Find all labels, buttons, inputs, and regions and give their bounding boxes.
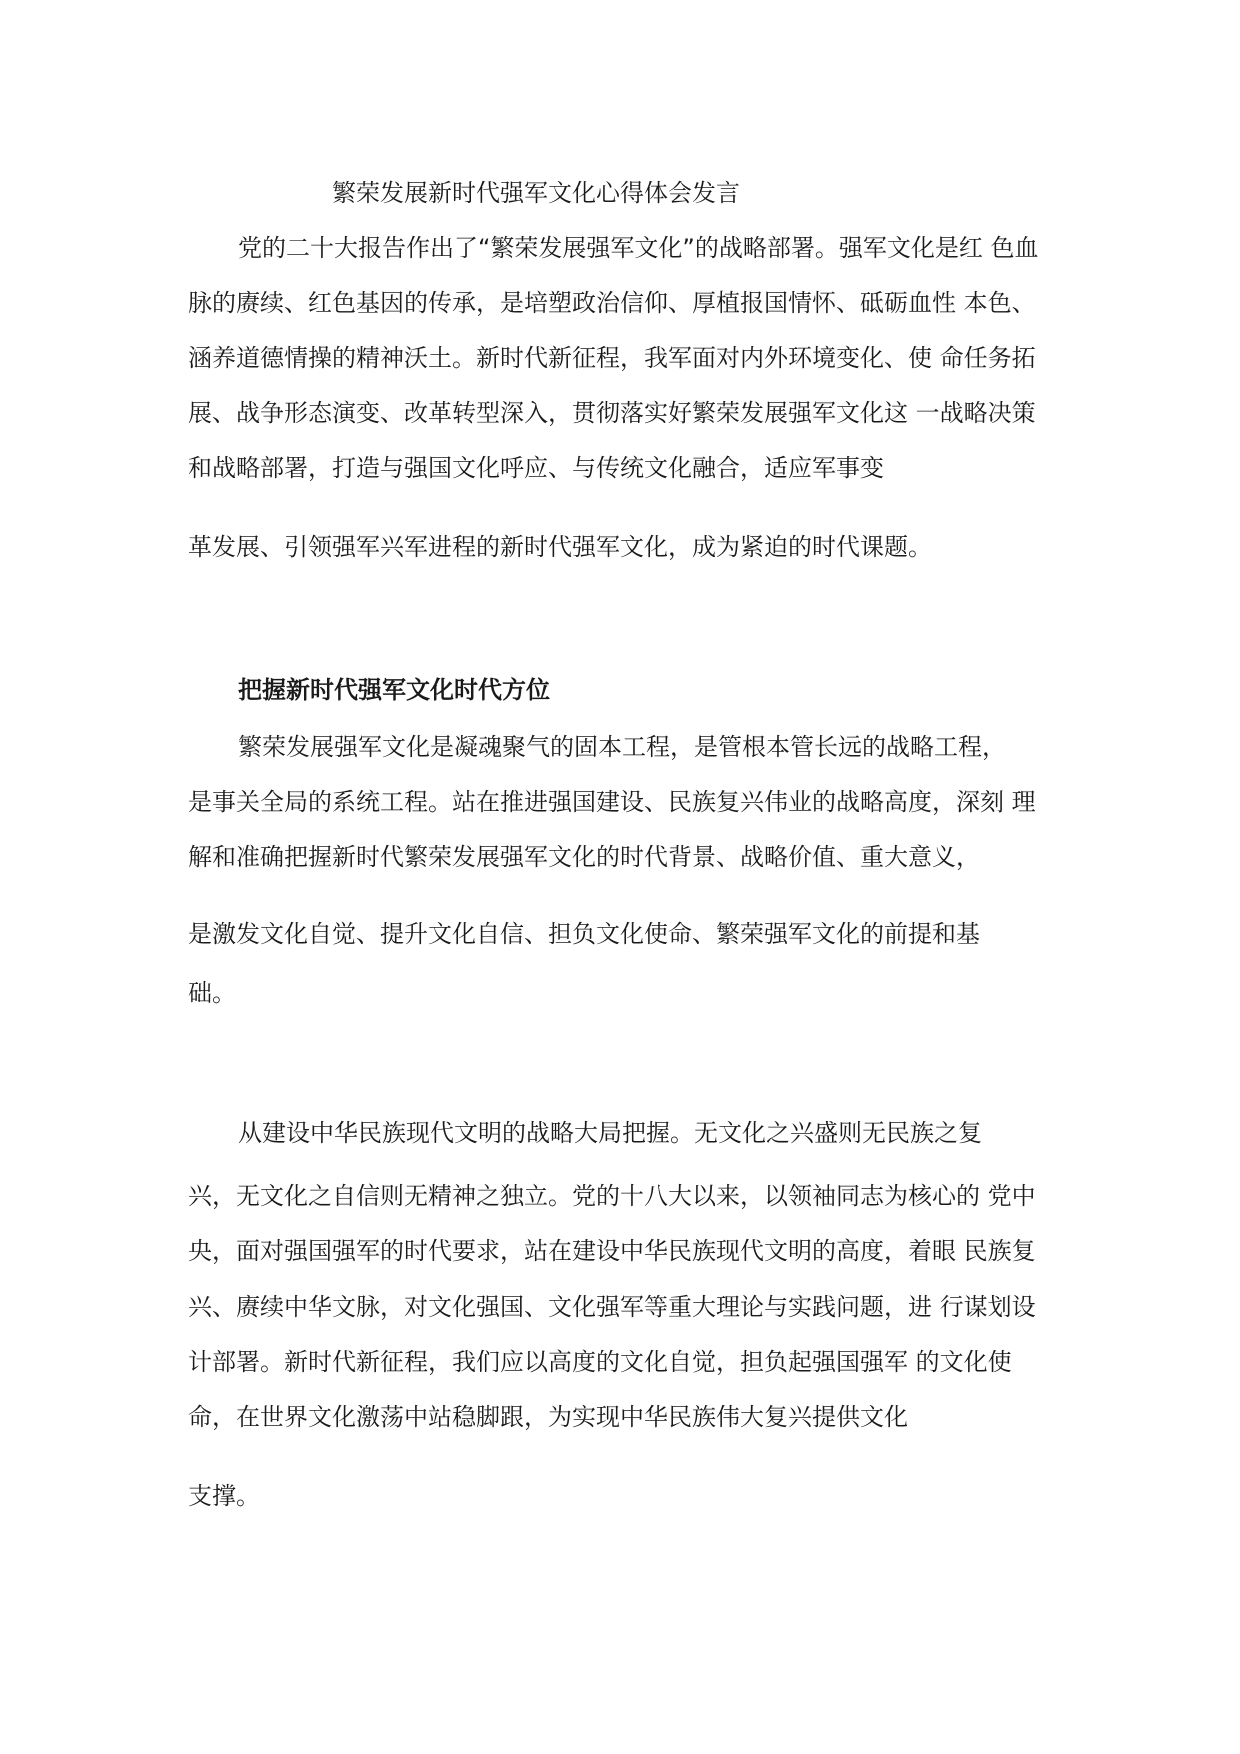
intro-line: 展、战争形态演变、改革转型深入，贯彻落实好繁荣发展强军文化这 一战略决策 [188, 399, 1036, 427]
paragraph-line: 兴、赓续中华文脉，对文化强国、文化强军等重大理论与实践问题，进 行谋划设 [188, 1293, 1036, 1321]
intro-line: 革发展、引领强军兴军进程的新时代强军文化，成为紧迫的时代课题。 [188, 533, 932, 561]
intro-line: 脉的赓续、红色基因的传承，是培塑政治信仰、厚植报国情怀、砥砺血性 本色、 [188, 289, 1036, 317]
section-line: 解和准确把握新时代繁荣发展强军文化的时代背景、战略价值、重大意义， [188, 843, 980, 871]
paragraph-line: 兴，无文化之自信则无精神之独立。党的十八大以来，以领袖同志为核心的 党中 [188, 1182, 1036, 1210]
paragraph-line: 央，面对强国强军的时代要求，站在建设中华民族现代文明的高度，着眼 民族复 [188, 1237, 1036, 1265]
section-heading: 把握新时代强军文化时代方位 [238, 676, 550, 704]
section-line: 是事关全局的系统工程。站在推进强国建设、民族复兴伟业的战略高度，深刻 理 [188, 788, 1036, 816]
intro-line: 党的二十大报告作出了“繁荣发展强军文化”的战略部署。强军文化是红 色血 [238, 234, 1039, 262]
paragraph-line: 命，在世界文化激荡中站稳脚跟，为实现中华民族伟大复兴提供文化 [188, 1403, 908, 1431]
paragraph-line: 计部署。新时代新征程，我们应以高度的文化自觉，担负起强国强军 的文化使 [188, 1348, 1012, 1376]
intro-line: 和战略部署，打造与强国文化呼应、与传统文化融合，适应军事变 [188, 454, 884, 482]
section-line: 繁荣发展强军文化是凝魂聚气的固本工程，是管根本管长远的战略工程， [238, 733, 1006, 761]
intro-line: 涵养道德情操的精神沃土。新时代新征程，我军面对内外环境变化、使 命任务拓 [188, 344, 1036, 372]
section-line: 础。 [188, 979, 236, 1007]
paragraph-line: 从建设中华民族现代文明的战略大局把握。无文化之兴盛则无民族之复 [238, 1119, 982, 1147]
document-title: 繁荣发展新时代强军文化心得体会发言 [332, 179, 740, 207]
section-line: 是激发文化自觉、提升文化自信、担负文化使命、繁荣强军文化的前提和基 [188, 920, 980, 948]
paragraph-line: 支撑。 [188, 1482, 260, 1510]
